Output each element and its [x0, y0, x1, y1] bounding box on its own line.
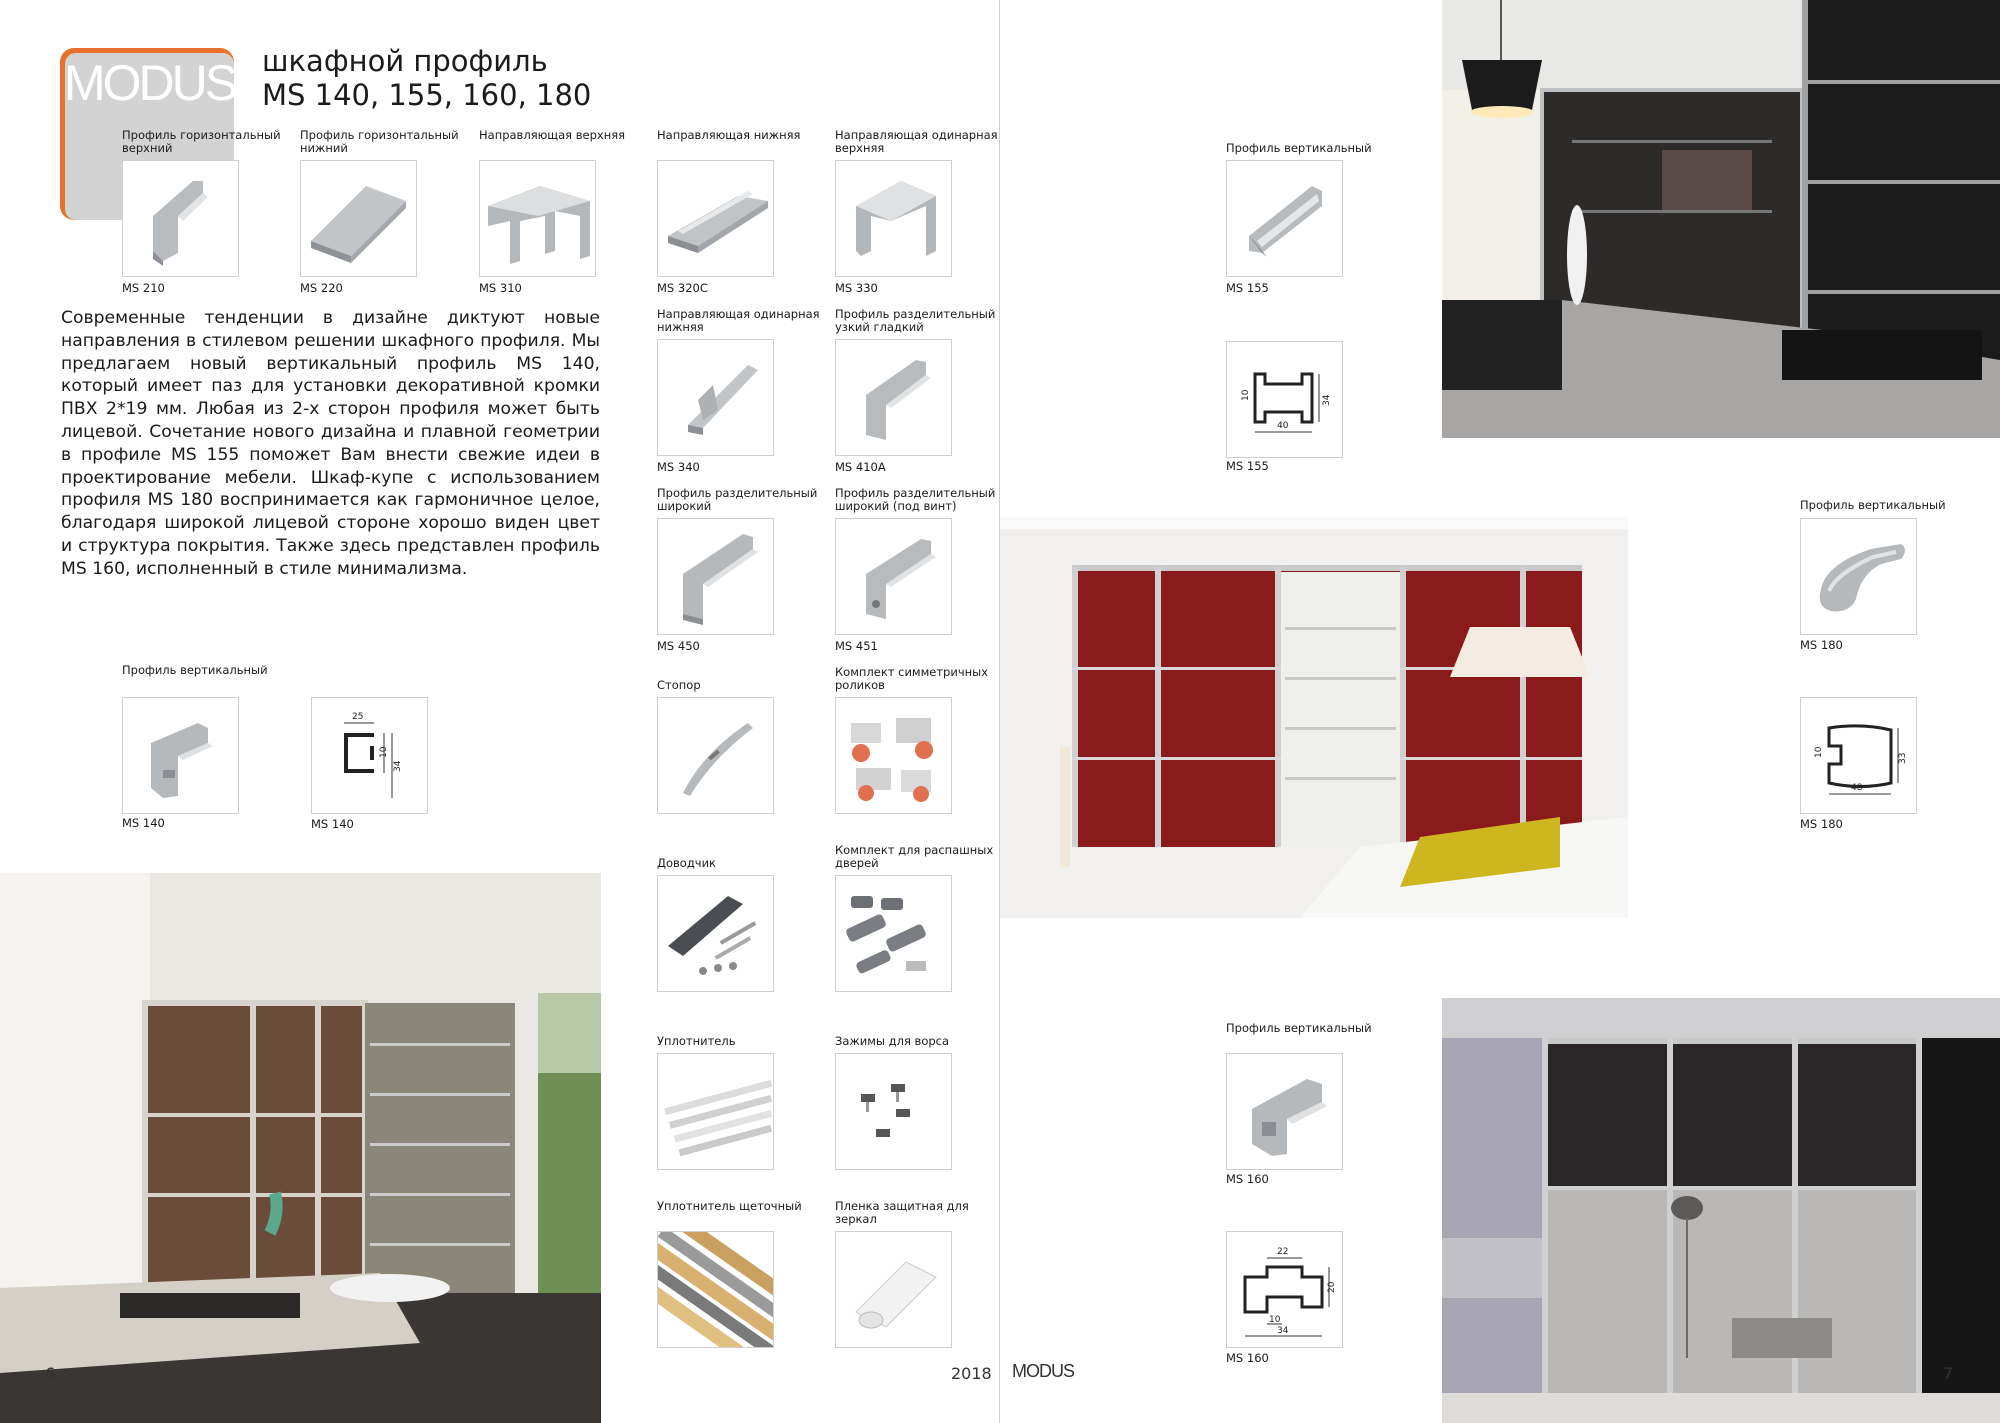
product-image-swing [835, 875, 952, 992]
product-image-ms210 [122, 160, 239, 277]
drawing-code-ms140: MS 140 [311, 817, 354, 831]
product-label-clamps: Зажимы для ворса [835, 1034, 950, 1048]
product-code-ms450: MS 450 [657, 639, 700, 653]
dim-ms155-slot: 10 [1241, 389, 1251, 401]
product-code-ms340: MS 340 [657, 460, 700, 474]
dim-ms140-slot: 10 [379, 746, 389, 758]
product-label-film: Пленка защитная для зеркал [835, 1199, 969, 1226]
product-label-swing: Комплект для распашных дверей [835, 843, 994, 870]
dim-ms180-height: 33 [1898, 752, 1908, 764]
dim-ms180-slot: 10 [1814, 746, 1824, 758]
product-label-stopper: Стопор [657, 678, 701, 692]
product-label-ms310: Направляющая верхняя [479, 128, 626, 142]
product-image-seal [657, 1053, 774, 1170]
product-label-ms155: Профиль вертикальный [1226, 141, 1372, 155]
product-label-ms340: Направляющая одинарная нижняя [657, 307, 820, 334]
product-code-ms155: MS 155 [1226, 281, 1269, 295]
product-label-ms410a: Профиль разделительный узкий гладкий [835, 307, 996, 334]
product-code-ms320c: MS 320C [657, 281, 708, 295]
product-label-ms330: Направляющая одинарная верхняя [835, 128, 998, 155]
page-number-right: 7 [1943, 1364, 1954, 1383]
product-label-ms450: Профиль разделительный широкий [657, 486, 818, 513]
product-image-ms330 [835, 160, 952, 277]
drawing-code-ms180: MS 180 [1800, 817, 1843, 831]
product-label-ms210: Профиль горизонтальный верхний [122, 128, 281, 155]
drawing-ms155 [1226, 341, 1343, 458]
photo-red-wardrobe [1000, 517, 1628, 918]
footer-brand: MODUS [1012, 1361, 1074, 1381]
drawing-ms140 [311, 697, 428, 814]
dim-ms160-top: 22 [1277, 1247, 1289, 1257]
description-text: Современные тенденции в дизайне диктуют новые направления в стилевом решении шкафного профиля. Мы предлагаем новый вертикальный профиль MS 140, который имеет паз для установки декоративной кромки ПВХ 2*19 мм. Любая из 2-х сторон профиля может быть лицевой. Сочетание нового дизайна и плавной геометрии в профиле MS 155 поможет Вам внести свежие идеи в проектирование мебели. Шкаф-купе с использованием профиля MS 180 воспринимается как гармоничное целое, благодаря широкой лицевой стороне хорошо виден цвет и структура покрытия. Также здесь представлен профиль MS 160, исполненный в стиле минимализма. [61, 308, 600, 579]
product-label-ms160: Профиль вертикальный [1226, 1021, 1372, 1035]
product-image-ms220 [300, 160, 417, 277]
product-image-ms180 [1800, 518, 1917, 635]
product-code-ms180: MS 180 [1800, 638, 1843, 652]
product-label-ms140: Профиль вертикальный [122, 663, 268, 677]
product-image-closer [657, 875, 774, 992]
dim-ms160-width: 34 [1277, 1326, 1289, 1336]
product-label-brush: Уплотнитель щеточный [657, 1199, 802, 1213]
product-image-ms451 [835, 518, 952, 635]
dim-ms155-width: 40 [1277, 421, 1289, 431]
dim-ms140-height: 34 [393, 760, 403, 772]
product-label-ms451: Профиль разделительный широкий (под винт) [835, 486, 996, 513]
product-label-ms220: Профиль горизонтальный нижний [300, 128, 459, 155]
drawing-code-ms160: MS 160 [1226, 1351, 1269, 1365]
title-line-1: шкафной профиль [262, 44, 548, 78]
drawing-ms180 [1800, 697, 1917, 814]
photo-kitchen [0, 873, 601, 1423]
product-image-rollers [835, 697, 952, 814]
product-code-ms210: MS 210 [122, 281, 165, 295]
product-image-brush [657, 1231, 774, 1348]
title-line-2: MS 140, 155, 160, 180 [262, 78, 592, 112]
product-image-ms450 [657, 518, 774, 635]
product-image-film [835, 1231, 952, 1348]
product-image-ms310 [479, 160, 596, 277]
dim-ms155-height: 34 [1322, 394, 1332, 406]
dim-ms160-slot: 10 [1269, 1315, 1281, 1325]
product-image-ms320c [657, 160, 774, 277]
product-image-stopper [657, 697, 774, 814]
product-label-rollers: Комплект симметричных роликов [835, 665, 989, 692]
product-image-ms340 [657, 339, 774, 456]
footer-year: 2018 [951, 1364, 992, 1383]
photo-dressing-room [1442, 0, 2000, 438]
product-image-clamps [835, 1053, 952, 1170]
product-image-ms160 [1226, 1053, 1343, 1170]
page-title [262, 44, 591, 112]
dim-ms160-height: 20 [1327, 1281, 1337, 1293]
product-image-ms410a [835, 339, 952, 456]
product-image-ms140 [122, 697, 239, 814]
product-code-ms160: MS 160 [1226, 1172, 1269, 1186]
product-code-ms330: MS 330 [835, 281, 878, 295]
logo-text: MODUS [64, 55, 236, 111]
product-label-closer: Доводчик [657, 856, 716, 870]
dim-ms140-width: 25 [352, 712, 364, 722]
product-code-ms410a: MS 410A [835, 460, 886, 474]
product-code-ms140: MS 140 [122, 816, 165, 830]
drawing-ms160 [1226, 1231, 1343, 1348]
product-code-ms310: MS 310 [479, 281, 522, 295]
product-label-seal: Уплотнитель [657, 1034, 736, 1048]
page-number-left: 6 [45, 1364, 56, 1383]
product-label-ms180: Профиль вертикальный [1800, 498, 1946, 512]
drawing-code-ms155: MS 155 [1226, 459, 1269, 473]
product-code-ms220: MS 220 [300, 281, 343, 295]
product-image-ms155 [1226, 160, 1343, 277]
dim-ms180-width: 48 [1851, 783, 1863, 793]
product-code-ms451: MS 451 [835, 639, 878, 653]
product-label-ms320c: Направляющая нижняя [657, 128, 801, 142]
photo-mirror-wardrobe [1442, 998, 2000, 1423]
